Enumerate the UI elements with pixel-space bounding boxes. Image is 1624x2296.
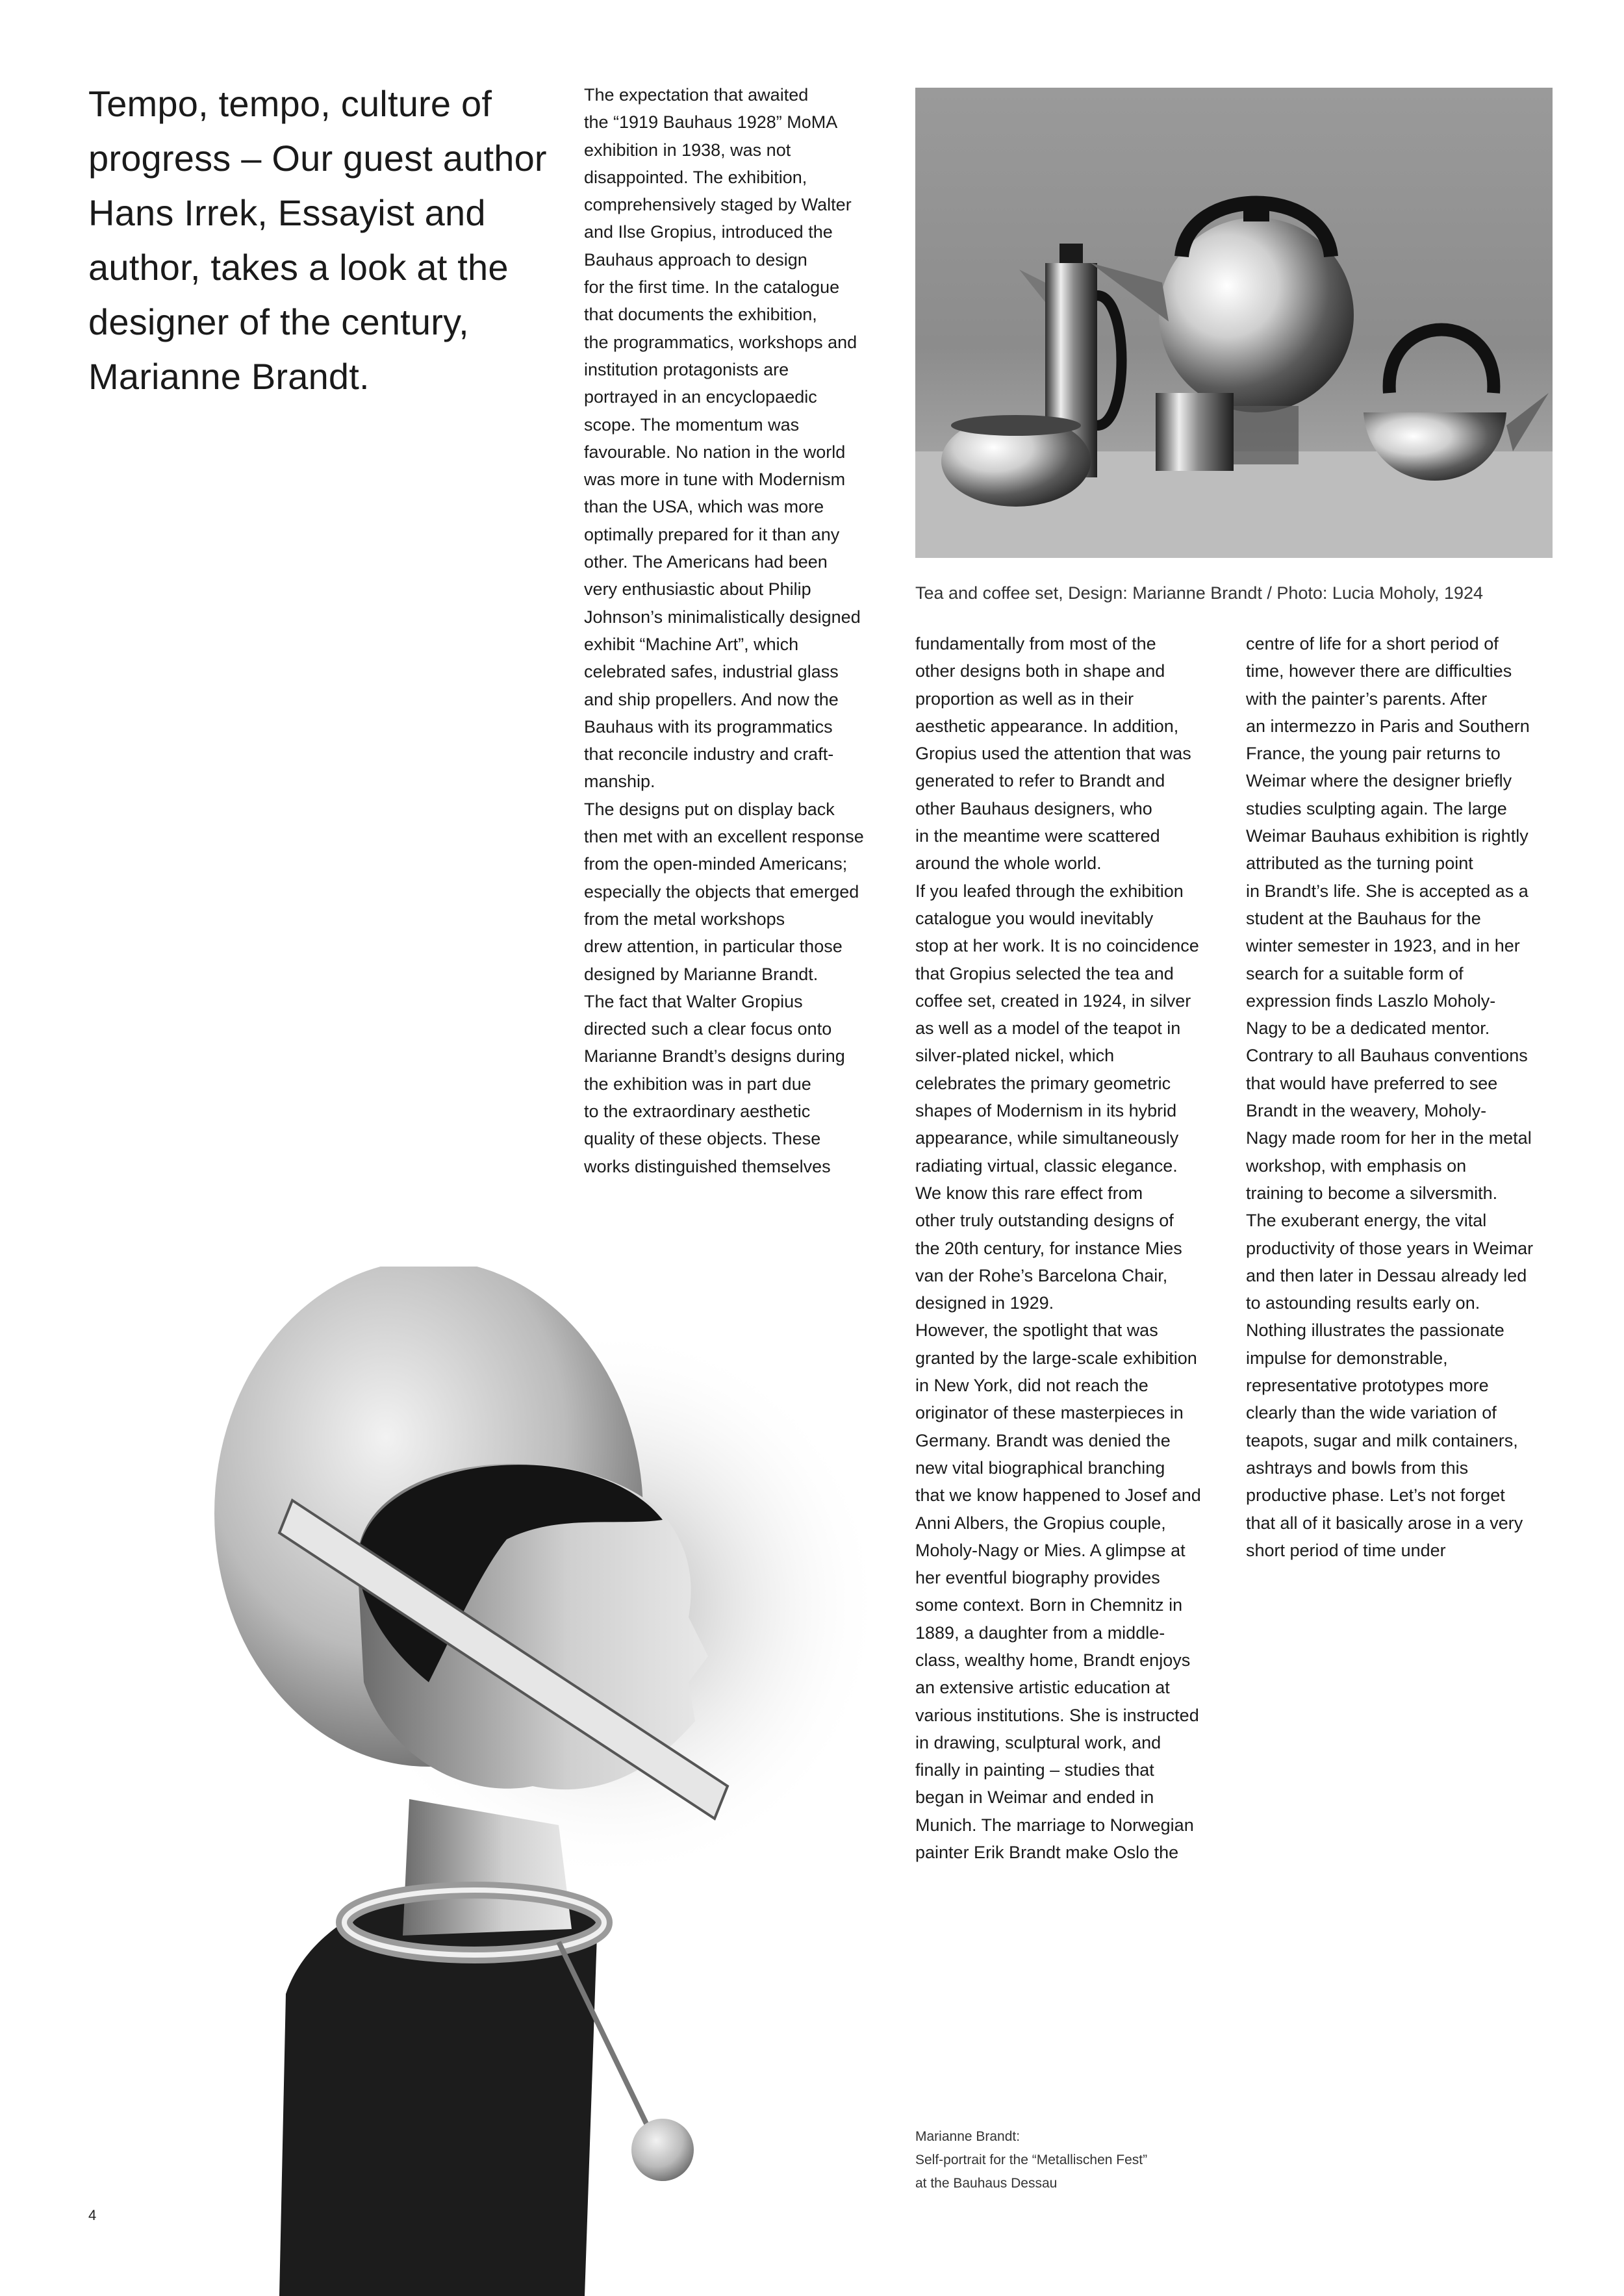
portrait-caption: Marianne Brandt: Self-portrait for the “Metallischen Fest” at the Bauhaus Dessau [915,2129,1148,2191]
tea-set-caption: Tea and coffee set, Design: Marianne Brandt / Photo: Lucia Moholy, 1924 [915,583,1484,603]
marianne-brandt-portrait-photo [195,1267,883,2296]
article-headline: Tempo, tempo, culture of progress – Our guest author Hans Irrek, Essayist and author, takes a look at the designer of the century, Marianne Brandt. [88,83,547,397]
portrait-illustration [195,1267,883,2296]
body-column-3: centre of life for a short period of time, however there are difficulties with the painter’s parents. After an intermezzo in Paris and Southern France, the young pair returns to Weimar where the designer briefly studies sculpting again. The large Weimar Bauhaus exhibition is rightly attributed as the turning point in Brandt’s life. She is accepted as a student at the Bauhaus for the winter semester in 1923, and in her search for a suitable form of expression finds Laszlo Moholy- Nagy to be a dedicated mentor. Contrary to all Bauhaus conventions that would have preferred to see Brandt in the weavery, Moholy- Nagy made room for her in the metal workshop, with emphasis on training to become a silversmith. The exuberant energy, the vital productivity of those years in Weimar and then later in Dessau already led to astounding results early on. Nothing illustrates the passionate impulse for demonstrable, representative prototypes more clearly than the wide variation of teapots, sugar and milk containers, ashtrays and bowls from this productive phase. Let’s not forget that all of it basically arose in a very short period of time under [1246,634,1534,1560]
body-column-1: The expectation that awaited the “1919 Bauhaus 1928” MoMA exhibition in 1938, was not disappointed. The exhibition, comprehensively staged by Walter and Ilse Gropius, introduced the Bauhaus approach to design for the first time. In the catalogue that documents the exhibition, the programmatics, workshops and institution protagonists are portrayed in an encyclopaedic scope. The momentum was favourable. No nation in the world was more in tune with Modernism than the USA, which was more optimally prepared for it than any other. The Americans had been very enthusiastic about Philip Johnson’s minimalistically designed exhibit “Machine Art”, which celebrated safes, industrial glass and ship propellers. And now the Bauhaus with its programmatics that reconcile industry and craft- manship. The designs put on display back then met with an excellent response from the open-minded Americans; especially the objects that emerged from the metal workshops drew attention, in particular those designed by Marianne Brandt. The fact that Walter Gropius directed such a clear focus onto Marianne Brandt’s designs during the exhibition was in part due to the extraordinary aesthetic quality of these objects. These works distinguished themselves [584,85,864,1176]
page-number: 4 [88,2207,97,2223]
tea-coffee-set-photo [915,88,1553,558]
body-column-2: fundamentally from most of the other designs both in shape and proportion as well as in their aesthetic appearance. In addition, Gropius used the attention that was generated to refer to Brandt and other Bauhaus designers, who in the meantime were scattered around the whole world. If you leafed through the exhibition catalogue you would inevitably stop at her work. It is no coincidence that Gropius selected the tea and coffee set, created in 1924, in silver as well as a model of the teapot in silver-plated nickel, which celebrates the primary geometric shapes of Modernism in its hybrid appearance, while simultaneously radiating virtual, classic elegance. We know this rare effect from other truly outstanding designs of the 20th century, for instance Mies van der Rohe’s Barcelona Chair, designed in 1929. However, the spotlight that was granted by the large-scale exhibition in New York, did not reach the originator of these masterpieces in Germany. Brandt was denied the new vital biographical branching that we know happened to Josef and Anni Albers, the Gropius couple, Moholy-Nagy or Mies. A glimpse at her eventful biography provides some context. Born in Chemnitz in 1889, a daughter from a middle- class, wealthy home, Brandt enjoys an extensive artistic education at various institutions. She is instructed in drawing, sculptural work, and finally in painting – studies that began in Weimar and ended in Munich. The marriage to Norwegian painter Erik Brandt make Oslo the [915,634,1201,1863]
tea-set-illustration [915,88,1553,558]
